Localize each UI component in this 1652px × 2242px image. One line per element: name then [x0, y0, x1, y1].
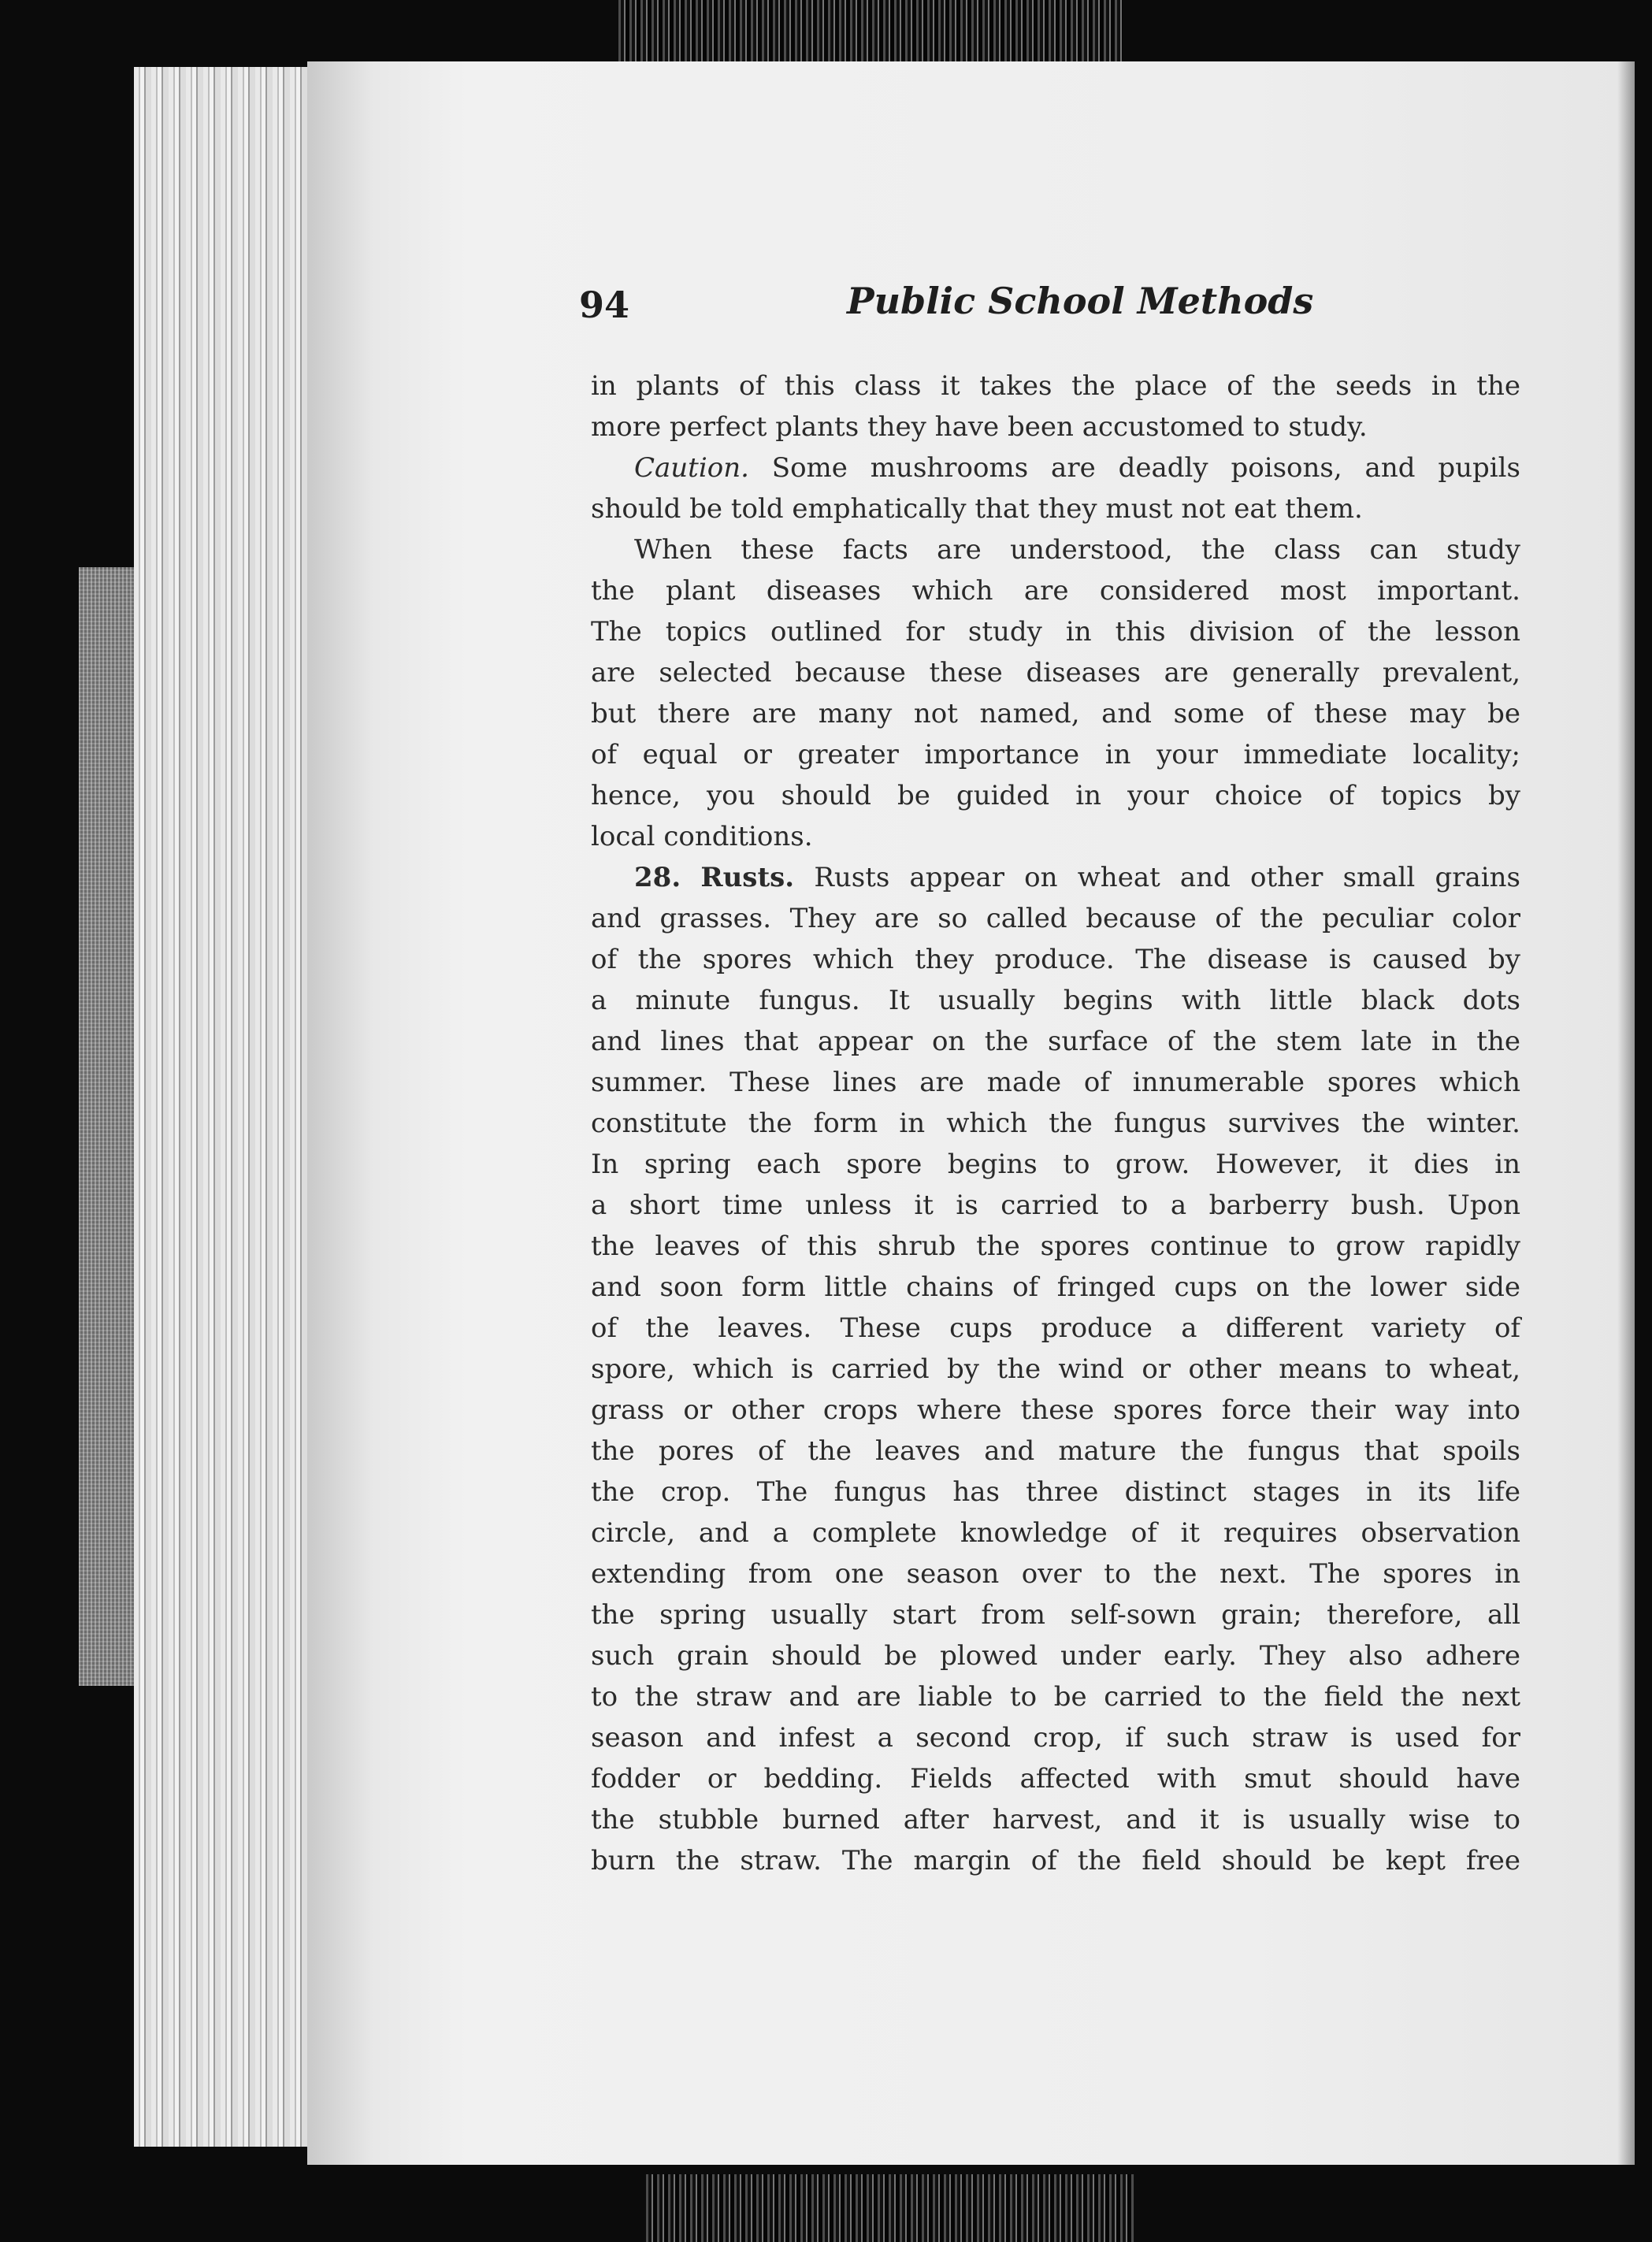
text-line: the pores of the leaves and mature the fungus that spoils	[591, 1435, 1520, 1467]
text-line: the leaves of this shrub the spores continue to grow rapidly	[591, 1231, 1520, 1262]
text-line-body: Rusts appear on wheat and other small grains	[814, 862, 1520, 893]
text-line: of the spores which they produce. The disease is caused by	[591, 944, 1520, 975]
text-line: burn the straw. The margin of the field should be kept free	[591, 1845, 1520, 1876]
page-number: 94	[579, 284, 630, 326]
text-line: should be told emphatically that they must not eat them.	[591, 493, 1363, 525]
text-line: the crop. The fungus has three distinct stages in its life	[591, 1476, 1520, 1508]
text-line: of the leaves. These cups produce a different variety of	[591, 1312, 1520, 1344]
text-line: When these facts are understood, the class can study	[634, 534, 1520, 566]
caution-label: Caution.	[634, 452, 749, 484]
text-line: spore, which is carried by the wind or other means to wheat,	[591, 1353, 1520, 1385]
text-line: of equal or greater importance in your immediate locality;	[591, 739, 1520, 770]
text-line: grass or other crops where these spores force their way into	[591, 1394, 1520, 1426]
text-line: a short time unless it is carried to a barberry bush. Upon	[591, 1190, 1520, 1221]
text-line: the stubble burned after harvest, and it is usually wise to	[591, 1804, 1520, 1836]
running-title: Public School Methods	[847, 280, 1314, 322]
text-line	[634, 862, 1520, 893]
text-line-body: Some mushrooms are deadly poisons, and pupils	[771, 452, 1520, 484]
text-line	[634, 452, 1520, 484]
text-line: summer. These lines are made of innumerable spores which	[591, 1067, 1520, 1098]
text-line: hence, you should be guided in your choice of topics by	[591, 780, 1520, 811]
text-line: The topics outlined for study in this division of the lesson	[591, 616, 1520, 648]
text-line: to the straw and are liable to be carried to the field the next	[591, 1681, 1520, 1713]
text-line: extending from one season over to the next. The spores in	[591, 1558, 1520, 1590]
section-title: Rusts.	[700, 862, 795, 893]
section-number: 28.	[634, 862, 681, 893]
text-line: in plants of this class it takes the place of the seeds in the	[591, 370, 1520, 402]
text-line: are selected because these diseases are generally prevalent,	[591, 657, 1520, 689]
text-line: circle, and a complete knowledge of it requires observation	[591, 1517, 1520, 1549]
text-line: and grasses. They are so called because of the peculiar color	[591, 903, 1520, 934]
text-line: constitute the form in which the fungus survives the winter.	[591, 1108, 1520, 1139]
text-line: and soon form little chains of fringed cups on the lower side	[591, 1271, 1520, 1303]
text-line: In spring each spore begins to grow. However, it dies in	[591, 1149, 1520, 1180]
text-line: and lines that appear on the surface of the stem late in the	[591, 1026, 1520, 1057]
text-line: the spring usually start from self-sown grain; therefore, all	[591, 1599, 1520, 1631]
text-line: the plant diseases which are considered most important.	[591, 575, 1520, 607]
text-line: a minute fungus. It usually begins with little black dots	[591, 985, 1520, 1016]
text-line: such grain should be plowed under early. They also adhere	[591, 1640, 1520, 1672]
text-line: more perfect plants they have been accustomed to study.	[591, 411, 1368, 443]
top-page-edges	[618, 0, 1123, 63]
text-line: but there are many not named, and some of these may be	[591, 698, 1520, 729]
bottom-page-edges	[646, 2174, 1134, 2242]
text-line: local conditions.	[591, 821, 813, 852]
text-line: season and infest a second crop, if such straw is used for	[591, 1722, 1520, 1754]
text-line: fodder or bedding. Fields affected with smut should have	[591, 1763, 1520, 1795]
